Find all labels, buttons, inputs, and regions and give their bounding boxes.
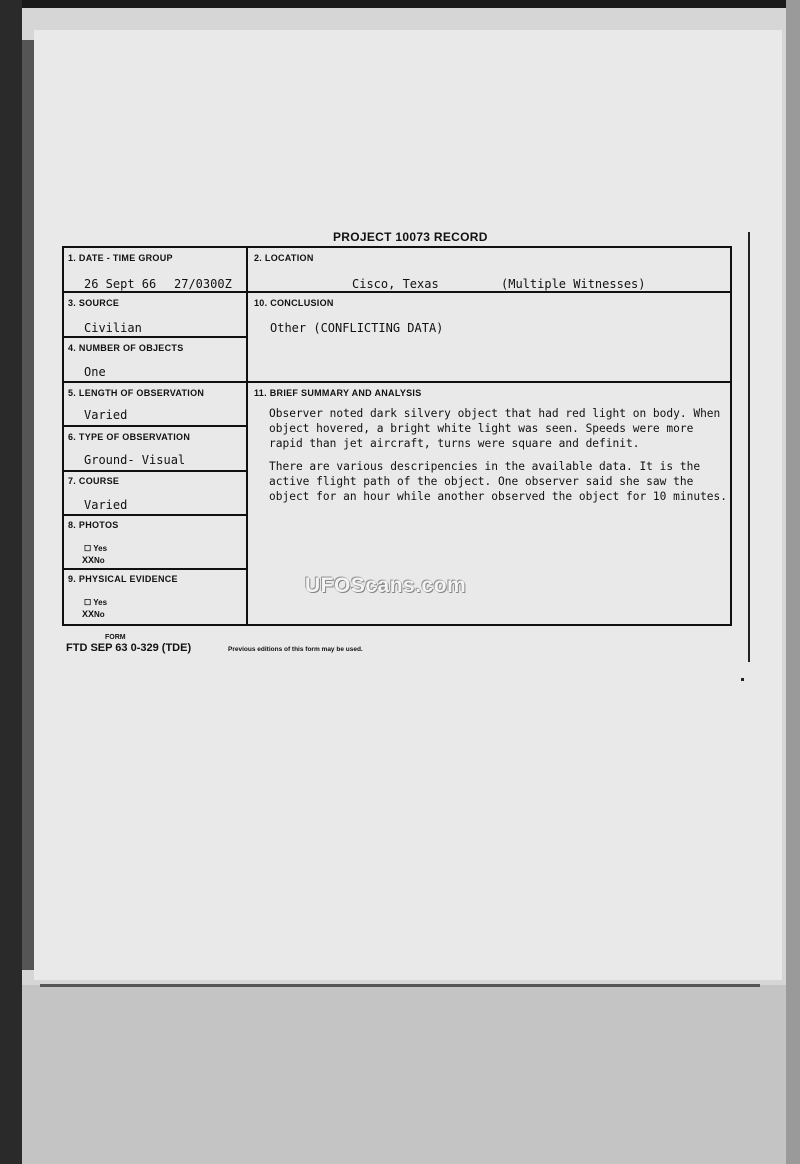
num-objects-value: One — [84, 365, 106, 379]
physical-no-checkbox — [82, 609, 105, 619]
photos-yes-label: Yes — [93, 544, 108, 553]
photos-no-checkbox — [82, 555, 105, 565]
row-divider — [64, 470, 247, 472]
date-value: 26 Sept 66 — [84, 277, 157, 291]
photos-no-mark: XX — [82, 555, 95, 565]
physical-no-mark: XX — [82, 609, 95, 619]
source-value: Civilian — [84, 321, 142, 335]
row-divider — [64, 381, 730, 383]
photos-no-label: No — [94, 556, 105, 565]
record-title: PROJECT 10073 RECORD — [333, 230, 488, 244]
conclusion-label: 10. CONCLUSION — [254, 298, 334, 308]
type-obs-value: Ground- Visual — [84, 453, 186, 467]
record-form — [62, 246, 732, 626]
physical-yes-label: Yes — [93, 598, 108, 607]
physical-yes-mark: ☐ — [84, 598, 92, 607]
footer-note: Previous editions of this form may be used. — [228, 646, 363, 653]
length-value: Varied — [84, 408, 128, 422]
row-divider — [64, 291, 730, 293]
summary-text — [269, 406, 729, 512]
location-value: Cisco, Texas — [352, 277, 439, 291]
course-label: 7. COURSE — [68, 476, 120, 486]
watermark: UFOScans.com — [305, 574, 467, 597]
time-value: 27/0300Z — [174, 277, 232, 291]
scan-speck — [741, 678, 744, 681]
footer-form-word: FORM — [105, 634, 126, 641]
footer-form-code: FTD SEP 63 0-329 (TDE) — [66, 642, 192, 654]
row-divider — [64, 336, 247, 338]
length-label: 5. LENGTH OF OBSERVATION — [68, 388, 205, 398]
physical-yes-checkbox — [84, 598, 107, 607]
row-divider — [64, 514, 247, 516]
course-value: Varied — [84, 498, 128, 512]
num-objects-label: 4. NUMBER OF OBJECTS — [68, 343, 184, 353]
scan-frame-right — [786, 0, 800, 1164]
physical-no-label: No — [94, 610, 105, 619]
margin-mark — [748, 232, 750, 662]
physical-evidence-label: 9. PHYSICAL EVIDENCE — [68, 574, 178, 584]
photos-label: 8. PHOTOS — [68, 520, 119, 530]
scan-frame-left — [0, 0, 22, 1164]
scan-lower-band — [22, 985, 786, 1164]
photos-yes-checkbox — [84, 544, 107, 553]
scan-lower-edge — [40, 984, 760, 987]
row-divider — [64, 568, 247, 570]
type-obs-label: 6. TYPE OF OBSERVATION — [68, 432, 191, 442]
summary-label: 11. BRIEF SUMMARY AND ANALYSIS — [254, 388, 422, 398]
source-label: 3. SOURCE — [68, 298, 120, 308]
location-label: 2. LOCATION — [254, 253, 314, 263]
summary-paragraph-1: Observer noted dark silvery object that had red light on body. When object hovered, a bright white light was seen. Speeds were more rapid than jet aircraft, turns were square and definit. — [269, 407, 721, 450]
photos-yes-mark: ☐ — [84, 544, 92, 553]
summary-paragraph-2: There are various descripencies in the available data. It is the active flight path of the object. One observer said she saw the object for an hour while another observed the object for 10 minutes. — [269, 460, 728, 503]
date-time-label: 1. DATE - TIME GROUP — [68, 253, 173, 263]
conclusion-value: Other (CONFLICTING DATA) — [270, 321, 444, 335]
row-divider — [64, 425, 247, 427]
location-note: (Multiple Witnesses) — [501, 277, 646, 291]
